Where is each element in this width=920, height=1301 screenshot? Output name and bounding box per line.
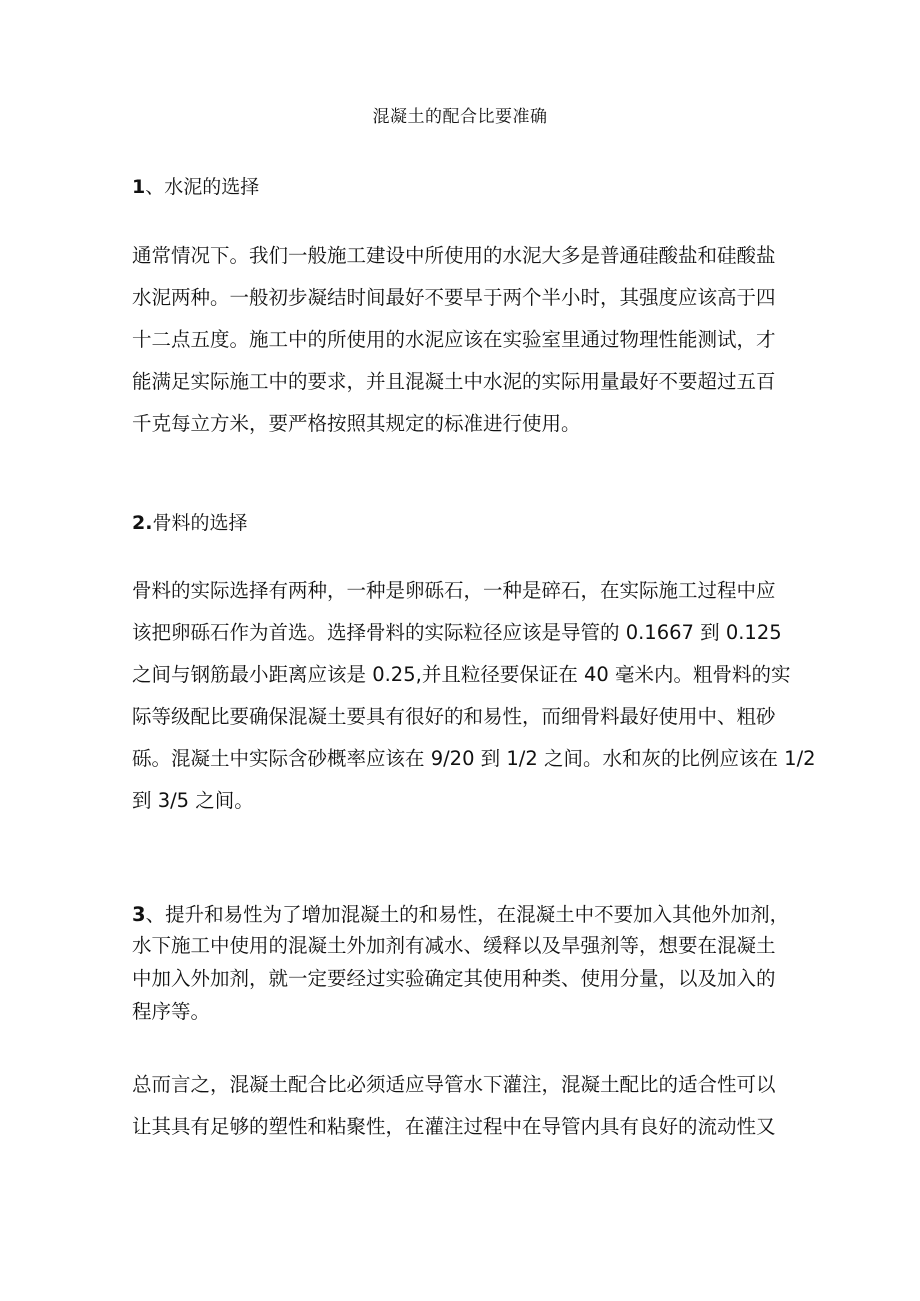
section-2-paragraph	[132, 570, 816, 822]
paragraph-line: 之间与钢筋最小距离应该是 0.25,并且粒径要保证在 40 毫米内。粗骨料的实	[132, 663, 791, 686]
paragraph-line: 中加入外加剂，就一定要经过实验确定其使用种类、使用分量，以及加入的	[132, 967, 776, 990]
section-3-first-line: 、提升和易性为了增加混凝土的和易性，在混凝土中不要加入其他外加剂，	[145, 903, 790, 926]
paragraph-line: 水下施工中使用的混凝土外加剂有减水、缓释以及旱强剂等，想要在混凝土	[132, 934, 776, 957]
paragraph-line: 让其具有足够的塑性和粘聚性，在灌注过程中在导管内具有良好的流动性又	[132, 1115, 776, 1138]
paragraph-line: 通常情况下。我们一般施工建设中所使用的水泥大多是普通硅酸盐和硅酸盐	[132, 244, 776, 267]
section-3-paragraph	[132, 898, 812, 1028]
paragraph-line: 程序等。	[132, 1000, 211, 1023]
section-2-number: 2.	[132, 512, 153, 534]
section-1-title: 、水泥的选择	[145, 176, 260, 198]
paragraph-line	[132, 898, 812, 929]
summary-paragraph	[132, 1064, 812, 1148]
paragraph-line: 骨料的实际选择有两种，一种是卵砾石，一种是碎石，在实际施工过程中应	[132, 579, 776, 602]
paragraph-line: 十二点五度。施工中的所使用的水泥应该在实验室里通过物理性能测试，才	[132, 328, 776, 351]
paragraph-line: 总而言之，混凝土配合比必须适应导管水下灌注，混凝土配比的适合性可以	[132, 1073, 776, 1096]
section-3-number: 3	[132, 903, 146, 926]
document-title: 混凝土的配合比要准确	[372, 107, 548, 127]
section-1-paragraph	[132, 235, 812, 445]
section-1-heading	[132, 173, 259, 201]
section-2-title: 骨料的选择	[152, 512, 248, 534]
section-1-number: 1	[132, 176, 146, 198]
paragraph-line: 该把卵砾石作为首选。选择骨料的实际粒径应该是导管的 0.1667 到 0.125	[132, 621, 782, 644]
paragraph-line: 水泥两种。一般初步凝结时间最好不要早于两个半小时，其强度应该高于四	[132, 286, 776, 309]
paragraph-line: 到 3/5 之间。	[132, 789, 254, 812]
paragraph-line: 际等级配比要确保混凝土要具有很好的和易性，而细骨料最好使用中、粗砂	[132, 705, 776, 728]
paragraph-line: 能满足实际施工中的要求，并且混凝土中水泥的实际用量最好不要超过五百	[132, 370, 776, 393]
paragraph-line: 砾。混凝土中实际含砂概率应该在 9/20 到 1/2 之间。水和灰的比例应该在 1/2	[132, 747, 816, 770]
section-2-heading	[132, 509, 247, 537]
paragraph-line: 千克每立方米，要严格按照其规定的标准进行使用。	[132, 412, 581, 435]
